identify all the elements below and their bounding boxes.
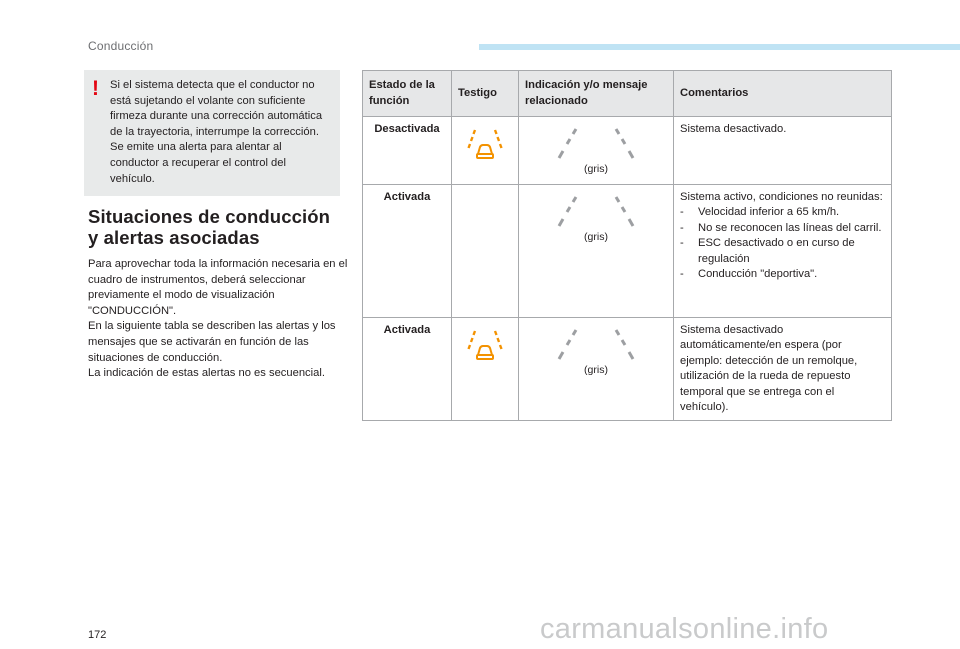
comment-cell xyxy=(674,318,892,421)
lamp-cell xyxy=(452,185,519,318)
page-heading xyxy=(88,206,350,248)
state-cell: Desactivada xyxy=(363,117,452,185)
lane-lines-grey-icon xyxy=(546,126,646,162)
table-row xyxy=(363,318,892,421)
table-row xyxy=(363,185,892,318)
lamp-cell xyxy=(452,318,519,421)
state-cell: Activada xyxy=(363,318,452,421)
display-cell xyxy=(519,185,674,318)
lamp-cell xyxy=(452,117,519,185)
table-row xyxy=(363,117,892,185)
section-title: Conducción xyxy=(88,39,154,53)
intro-paragraph: En la siguiente tabla se describen las alertas y los mensajes que se activarán en función de las situaciones de conducción. xyxy=(88,320,336,364)
display-label: (gris) xyxy=(584,231,608,243)
list-item: - Conducción "deportiva". xyxy=(680,267,885,282)
comment-text: Sistema desactivado. xyxy=(680,123,787,135)
display-cell xyxy=(519,117,674,185)
exclamation-icon: ! xyxy=(92,77,99,100)
display-cell xyxy=(519,318,674,421)
header-state: Estado de la función xyxy=(363,71,452,117)
list-item: - ESC desactivado o en curso de regulación xyxy=(680,236,885,267)
display-label: (gris) xyxy=(584,163,608,175)
lane-lines-grey-icon xyxy=(546,194,646,230)
alerts-table xyxy=(362,70,892,421)
heading-line-2: y alertas asociadas xyxy=(88,227,260,248)
header-lamp: Testigo xyxy=(452,71,519,117)
condition-list xyxy=(680,205,885,282)
header-accent-bar xyxy=(479,44,960,50)
display-label: (gris) xyxy=(584,364,608,376)
list-item: - No se reconocen las líneas del carril. xyxy=(680,221,885,236)
heading-line-1: Situaciones de conducción xyxy=(88,206,331,227)
intro-paragraph: Para aprovechar toda la información necesaria en el cuadro de instrumentos, deberá seleccionar previamente el modo de visualización "CONDUCCIÓN". xyxy=(88,258,348,317)
comment-text: Sistema activo, condiciones no reunidas: xyxy=(680,191,883,203)
list-item: - Velocidad inferior a 65 km/h. xyxy=(680,205,885,220)
comment-cell xyxy=(674,117,892,185)
comment-text: Sistema desactivado automáticamente/en espera (por ejemplo: detección de un remolque, utilización de la rueda de repuesto temporal que se entrega con el vehículo). xyxy=(680,324,858,414)
page-number: 172 xyxy=(88,629,107,641)
lane-assist-warning-lamp-icon xyxy=(467,128,503,162)
lane-lines-grey-icon xyxy=(546,327,646,363)
intro-paragraph: La indicación de estas alertas no es secuencial. xyxy=(88,367,325,380)
state-cell: Activada xyxy=(363,185,452,318)
lane-assist-warning-lamp-icon xyxy=(467,329,503,363)
intro-text xyxy=(88,257,348,382)
header-comments: Comentarios xyxy=(674,71,892,117)
table-header-row xyxy=(363,71,892,117)
warning-box xyxy=(84,70,340,196)
watermark: carmanualsonline.info xyxy=(540,613,829,645)
warning-text: Si el sistema detecta que el conductor no está sujetando el volante con suficiente firmeza durante una corrección automática de la trayectoria, interrumpe la corrección. Se emite una alerta para alentar al conductor a recuperar el control del vehículo. xyxy=(110,79,323,185)
comment-cell xyxy=(674,185,892,318)
header-display: Indicación y/o mensaje relacionado xyxy=(519,71,674,117)
